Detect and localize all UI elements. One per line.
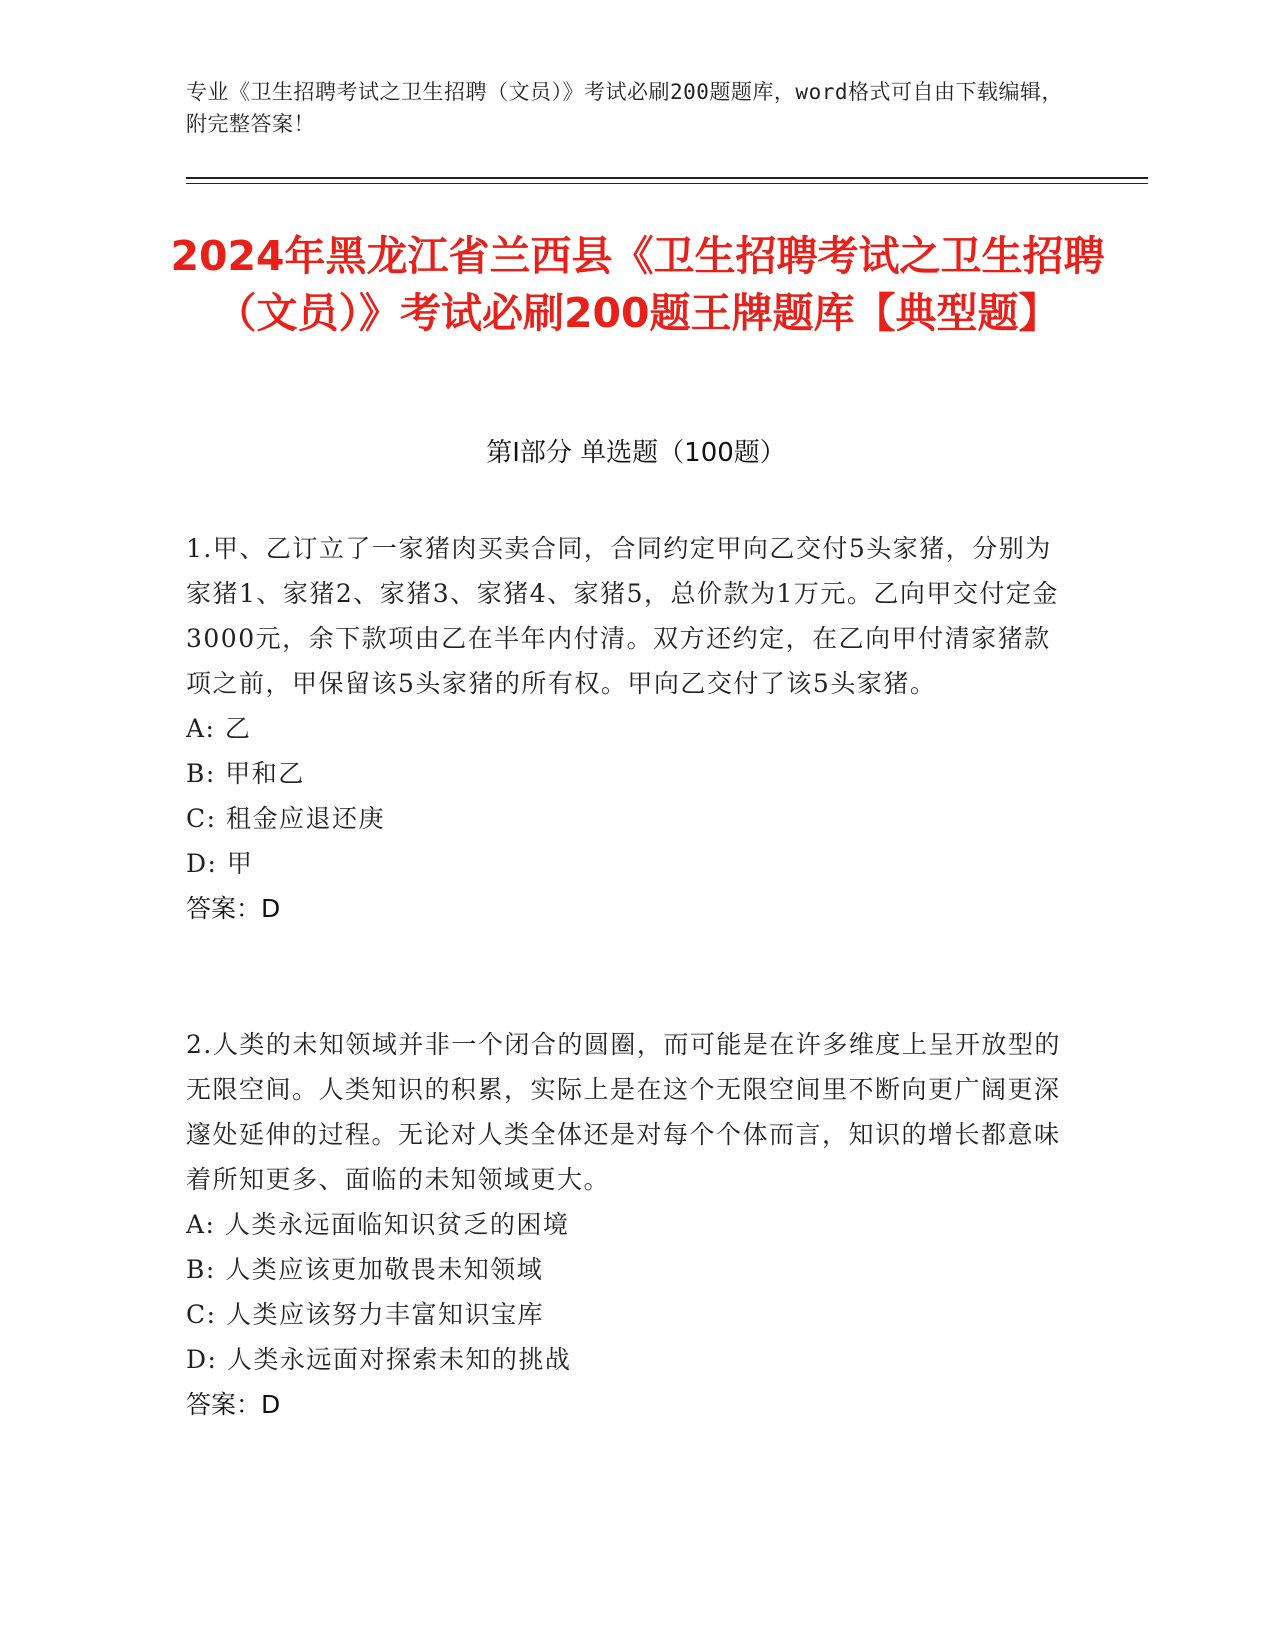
option-c: C: 租金应退还庚 xyxy=(186,804,385,833)
answer-line: 答案：D xyxy=(186,1390,281,1419)
option-c: C: 人类应该努力丰富知识宝库 xyxy=(186,1300,544,1329)
option-d: D: 甲 xyxy=(186,849,254,878)
answer-line: 答案：D xyxy=(186,894,281,923)
option-b: B: 甲和乙 xyxy=(186,759,305,788)
option-d: D: 人类永远面对探索未知的挑战 xyxy=(186,1345,572,1374)
header-divider-thick xyxy=(186,177,1148,179)
question-stem: 1.甲、乙订立了一家猪肉买卖合同，合同约定甲向乙交付5头家猪，分别为家猪1、家猪2、家猪3、家猪4、家猪5，总价款为1万元。乙向甲交付定金3000元，余下款项由乙在半年内付清。双方还约定，在乙向甲付清家猪款项之前，甲保留该5头家猪的所有权。甲向乙交付了该5头家猪。 xyxy=(186,534,1059,698)
document-title: 2024年黑龙江省兰西县《卫生招聘考试之卫生招聘（文员）》考试必刷200题王牌题库【典型题】 xyxy=(170,232,1105,337)
question-stem: 2.人类的未知领域并非一个闭合的圆圈，而可能是在许多维度上呈开放型的无限空间。人类知识的积累，实际上是在这个无限空间里不断向更广阔更深邃处延伸的过程。无论对人类全体还是对每个个体而言，知识的增长都意味着所知更多、面临的未知领域更大。 xyxy=(186,1030,1061,1194)
option-a: A: 人类永远面临知识贫乏的困境 xyxy=(186,1210,570,1239)
section-title: 第Ⅰ部分 单选题（100题） xyxy=(486,438,786,468)
header-divider-thin xyxy=(186,183,1148,184)
option-a: A: 乙 xyxy=(186,714,252,743)
question-2 xyxy=(186,1022,1076,1427)
header-note: 专业《卫生招聘考试之卫生招聘（文员）》考试必刷200题题库，word格式可自由下载编辑，附完整答案！ xyxy=(186,80,1063,136)
option-b: B: 人类应该更加敬畏未知领域 xyxy=(186,1255,544,1284)
question-1 xyxy=(186,526,1076,931)
